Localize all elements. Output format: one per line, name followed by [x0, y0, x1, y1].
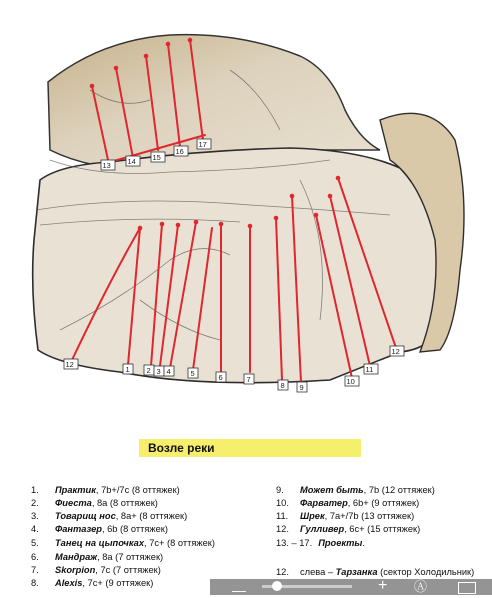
list-item: 12. Гулливер, 6с+ (15 оттяжек): [276, 524, 421, 534]
list-item: 12. слева – Тарзанка (сектор Холодильник): [276, 567, 475, 577]
list-item: 2. Фиеста, 8а (8 оттяжек): [31, 498, 158, 508]
list-item: 4. Фантазер, 6b (8 оттяжек): [31, 524, 168, 534]
route-label-9: [297, 382, 307, 392]
svg-text:15: 15: [152, 153, 161, 162]
svg-text:4: 4: [166, 367, 171, 376]
route-label-16: [174, 146, 188, 156]
plus-icon[interactable]: +: [378, 577, 388, 594]
svg-text:5: 5: [190, 369, 195, 378]
fullscreen-icon[interactable]: [458, 582, 476, 594]
svg-text:8: 8: [280, 381, 285, 390]
route-label-12-left: [64, 359, 78, 369]
svg-text:10: 10: [346, 377, 355, 386]
list-item: 6. Мандраж, 8а (7 оттяжек): [31, 552, 164, 562]
rock-face: [33, 148, 444, 383]
route-label-10: [345, 376, 359, 386]
svg-text:12: 12: [391, 347, 400, 356]
svg-text:11: 11: [365, 365, 374, 374]
minus-icon[interactable]: —: [232, 582, 246, 598]
list-item: 8. Alexis, 7c+ (9 оттяжек): [31, 578, 154, 588]
list-item: 1. Практик, 7b+/7c (8 оттяжек): [31, 485, 180, 495]
svg-text:6: 6: [218, 373, 223, 382]
route-label-2: [144, 365, 154, 375]
list-item: 5. Танец на цыпочках, 7c+ (8 оттяжек): [31, 538, 215, 548]
list-item: 9. Может быть, 7b (12 оттяжек): [276, 485, 435, 495]
svg-text:17: 17: [198, 140, 207, 149]
route-label-13: [101, 160, 115, 170]
rock-upper: [48, 35, 380, 165]
section-title: Возле реки: [139, 439, 361, 457]
route-label-8: [278, 380, 288, 390]
list-item: 7. Skorpion, 7с (7 оттяжек): [31, 565, 161, 575]
list-item: 3. Товарищ нос, 8а+ (8 оттяжек): [31, 511, 188, 521]
svg-text:14: 14: [127, 157, 136, 166]
svg-text:12: 12: [65, 360, 74, 369]
list-item: 10. Фарватер, 6b+ (9 оттяжек): [276, 498, 420, 508]
svg-text:3: 3: [156, 367, 161, 376]
route-label-7: [244, 374, 254, 384]
svg-text:7: 7: [246, 375, 251, 384]
svg-text:13: 13: [102, 161, 111, 170]
route-label-4: [164, 366, 174, 376]
route-label-15: [151, 152, 165, 162]
slider-handle-icon[interactable]: [272, 581, 282, 591]
route-label-14: [126, 156, 140, 166]
route-label-6: [216, 372, 226, 382]
route-label-11: [364, 364, 378, 374]
svg-text:16: 16: [175, 147, 184, 156]
annotate-icon[interactable]: Ⓐ: [414, 579, 428, 594]
list-item: 11. Шрек, 7а+/7b (13 оттяжек): [276, 511, 415, 521]
svg-text:1: 1: [125, 365, 130, 374]
route-label-1: [123, 364, 133, 374]
route-label-3: [154, 366, 164, 376]
route-label-5: [188, 368, 198, 378]
svg-text:9: 9: [299, 383, 304, 392]
route-label-17: [197, 139, 211, 149]
route-label-12-right: [390, 346, 404, 356]
list-item: 13. – 17. Проекты.: [276, 538, 365, 548]
svg-text:2: 2: [146, 366, 151, 375]
